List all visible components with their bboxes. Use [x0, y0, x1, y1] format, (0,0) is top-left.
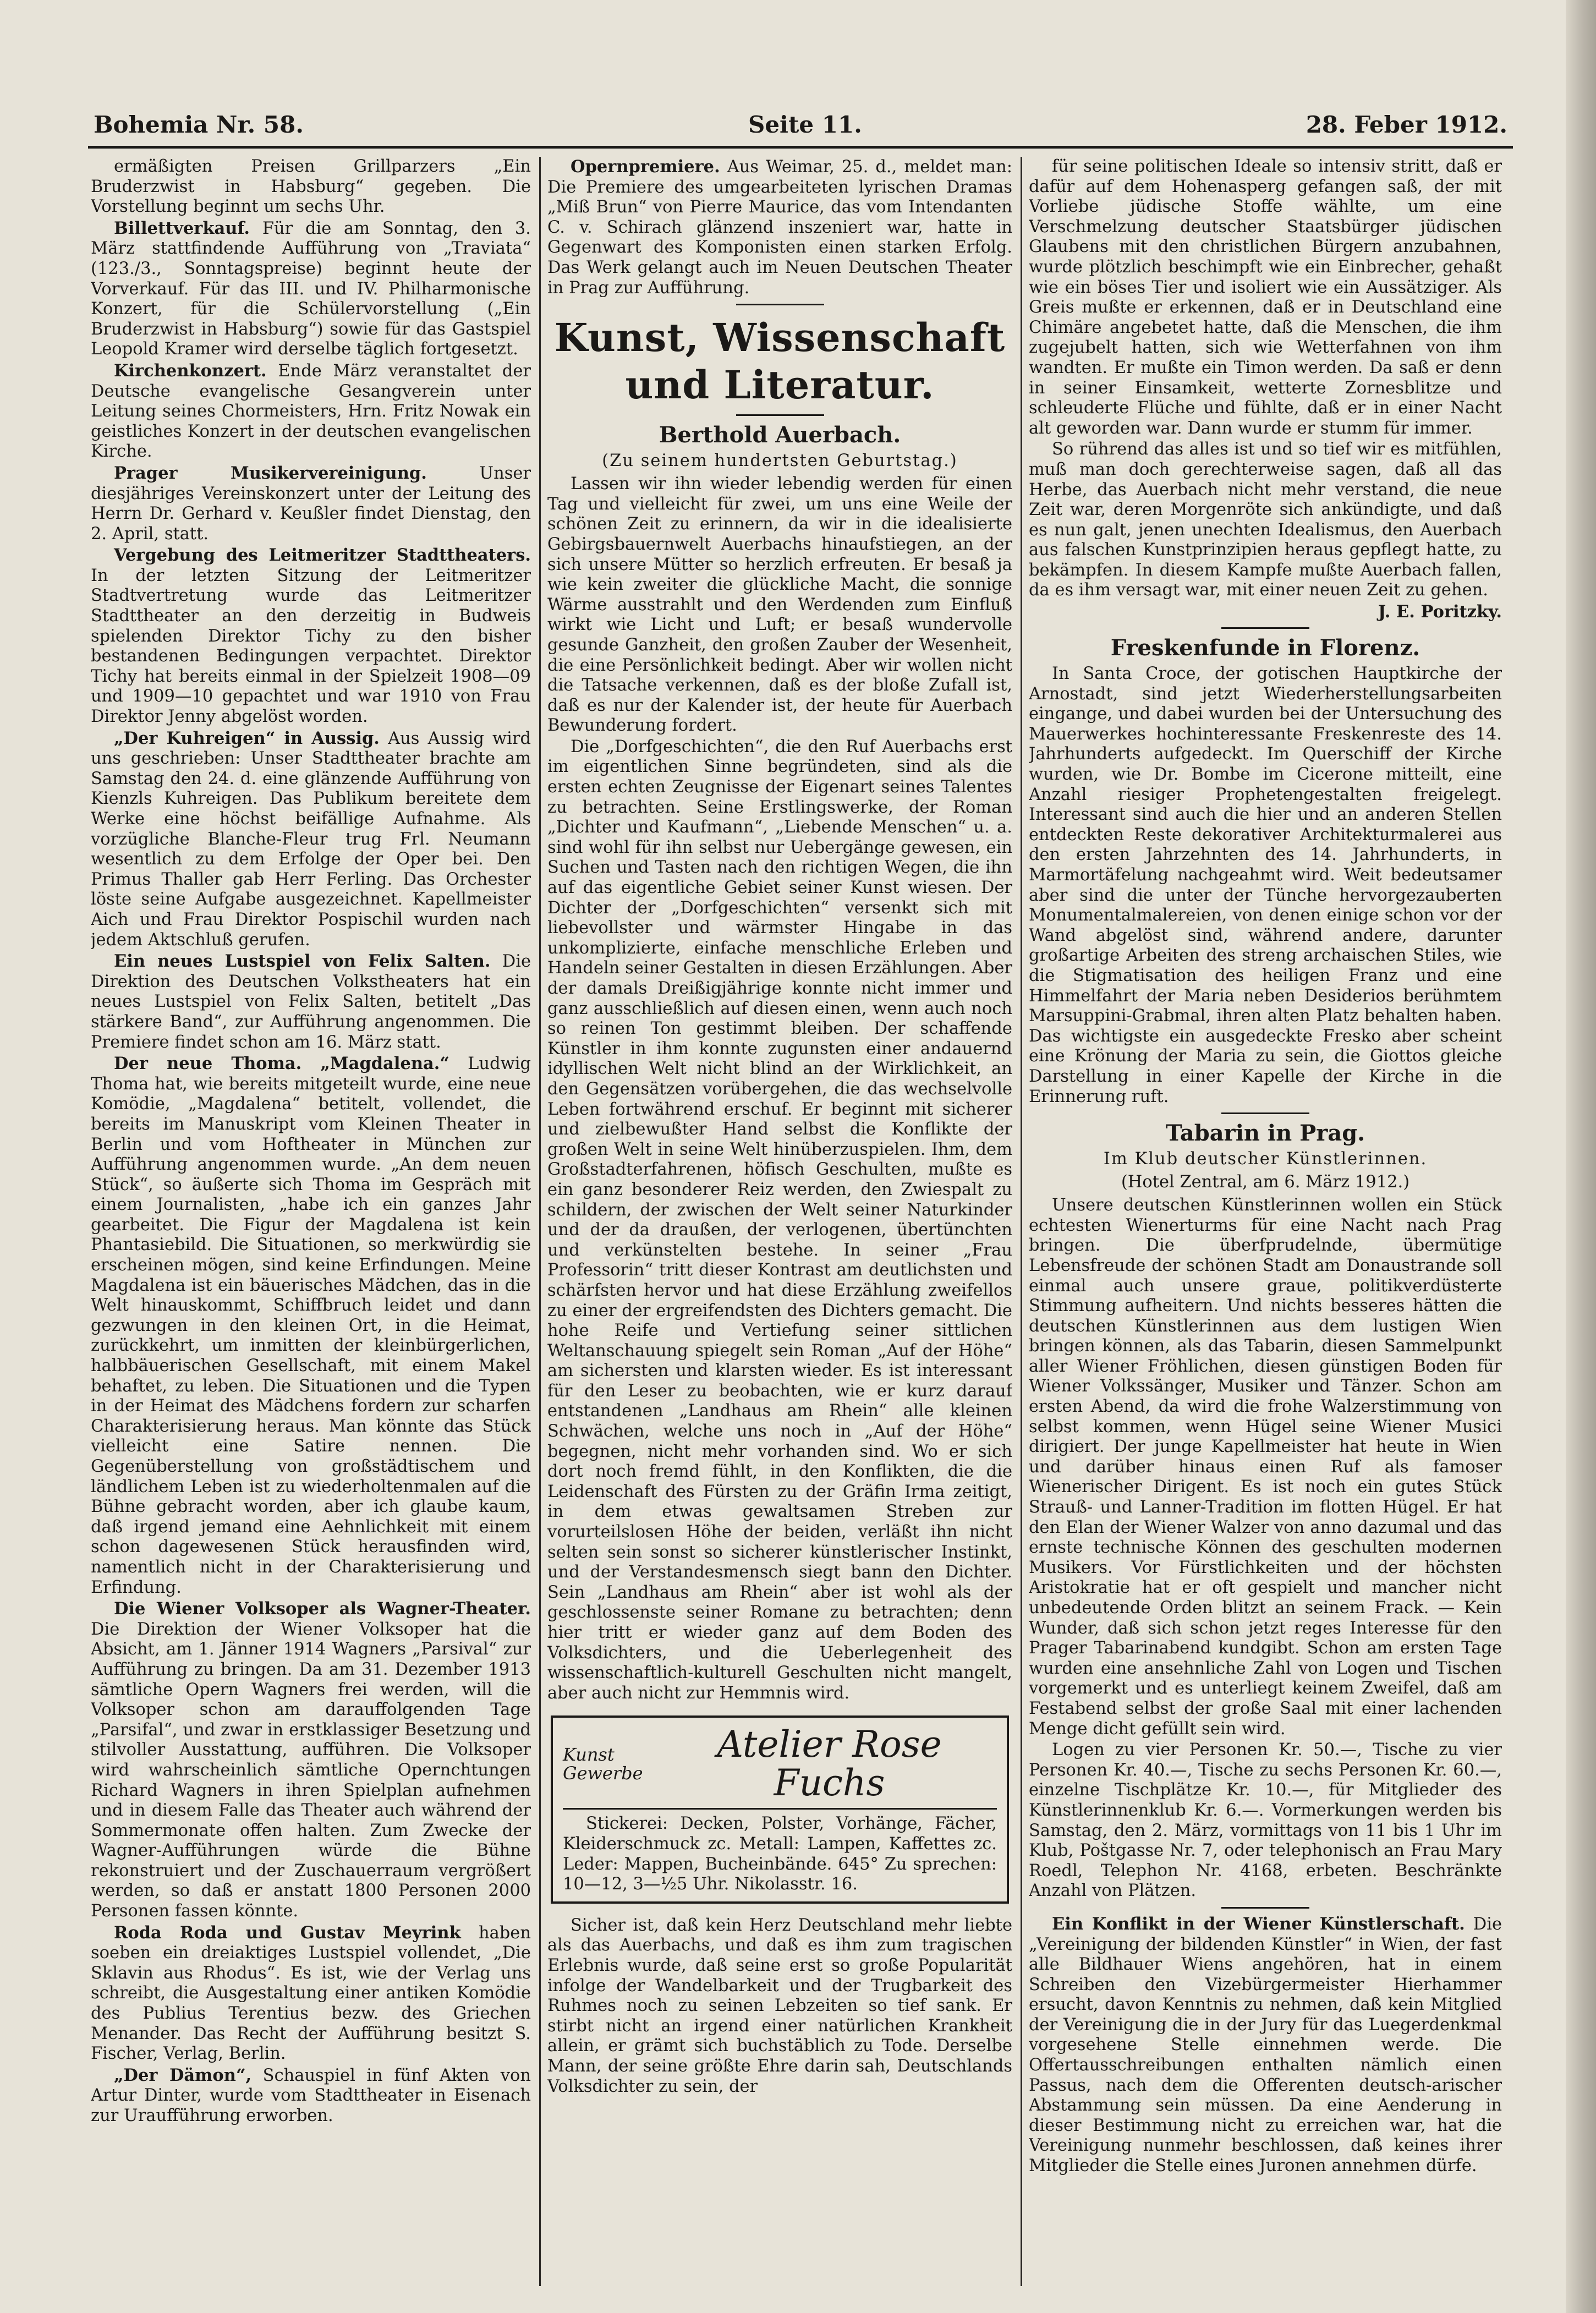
section-rule-2 [736, 414, 824, 416]
article-text: Ende März veranstaltet der Deutsche evangelische Gesangverein unter Leitung seines Chormeisters, Hrn. Fritz Nowak ein geistliches Konzert in der deutschen evangelischen Kirche. [91, 361, 531, 462]
col1-article [91, 728, 531, 951]
tabarin-title: Tabarin in Prag. [1165, 1120, 1365, 1147]
header-page-number: Seite 11. [748, 111, 862, 138]
article-lead: Billettverkauf. [114, 218, 250, 238]
column-divider-2 [1021, 157, 1022, 2286]
tabarin-paragraph-2: Logen zu vier Personen Kr. 50.—, Tische zu vier Personen Kr. 40.—, Tische zu sechs Personen Kr. 60.—, einzelne Tischplätze Kr. 10.—, für Mitglieder des Künstlerinnenklub Kr. 6.—. Vormerkungen werden bis Samstag, den 2. März, vormittags von 11 bis 1 Uhr im Klub, Poštgasse Nr. 7, oder telephonisch an Frau Mary Roedl, Telephon Nr. 4168, erbeten. Beschränkte Anzahl von Plätzen. [1029, 1740, 1502, 1901]
auerbach-paragraph-3: Sicher ist, daß kein Herz Deutschland mehr liebte als das Auerbachs, und daß es ihm zum tragischen Erlebnis wurde, daß seine erst so große Popularität infolge der Wandelbarkeit und der Trugbarkeit des Ruhmes noch zu seinen Lebzeiten so tief sank. Er stirbt nicht an irgend einer natürlichen Krankheit allein, er grämt sich buchstäblich zu Tode. Derselbe Mann, der seine größte Ehre darin sah, Deutschlands Volksdichter zu sein, der [547, 1915, 1012, 2096]
article-lead: Opernpremiere. [571, 157, 720, 177]
auerbach-paragraph-4: für seine politischen Ideale so intensiv stritt, daß er dafür auf dem Hohenasperg gefangen saß, der mit Vorliebe jüdische Stoffe wählte, um eine Verschmelzung deutscher Staatsbürger jüdischen Glaubens mit den christlichen Bürgern anzubahnen, wurde plötzlich beschimpft wie ein Einbrecher, gehaßt wie ein böses Tier und isoliert wie ein Aussätziger. Als Greis mußte er erkennen, daß er in Deutschland eine Chimäre angebetet hatte, daß die Menschen, die ihm zugejubelt hatten, sich wie Wetterfahnen von ihm wandten. Er mußte ein Timon werden. Da saß er denn in seiner Einsamkeit, wetterte Zornesblitze und schleuderte Flüche und fühlte, daß er in einer Nacht alt geworden war. Dann wurde er stumm für immer. [1029, 157, 1502, 438]
auerbach-paragraph-1: Lassen wir ihn wieder lebendig werden für einen Tag und vielleicht für zwei, um uns eine Weile der schönen Zeit zu erinnern, da wir in die idealisierte Gebirgsbauernwelt Auerbachs hinaufstiegen, an der sich unsere Mütter so herzlich erfreuten. Er besaß ja wie kein zweiter die glückliche Macht, die sonnige Wärme ausstrahlt und den Werdenden zum Einfluß wirkt wie Licht und Luft; er besaß wundervolle gesunde Ganzheit, den großen Zauber der Wesenheit, die eine Persönlichkeit bedingt. Aber wir wollen nicht die Tatsache verkennen, daß es der bloße Zufall ist, daß es nur der Kalender ist, der heute für Auerbach Bewunderung fordert. [547, 474, 1012, 736]
article-lead: Ein neues Lustspiel von Felix Salten. [114, 951, 491, 972]
col1-article [91, 361, 531, 462]
advertisement [551, 1715, 1009, 1903]
article-text: Aus Weimar, 25. d., meldet man: Die Premiere des umgearbeiteten lyrischen Dramas „Miß Brun“ von Pierre Maurice, das vom Intendanten C. v. Schirach glänzend inszeniert war, hatte in Gegenwart des Komponisten einen starken Erfolg. Das Werk gelangt auch im Neuen Deutschen Theater in Prag zur Aufführung. [547, 157, 1012, 298]
header-date: 28. Feber 1912. [1306, 111, 1507, 138]
section-heading: Kunst, Wissenschaft und Literatur. [554, 315, 1006, 408]
rule-konflikt [1221, 1907, 1309, 1909]
article-lead: Vergebung des Leitmeritzer Stadttheaters. [114, 545, 531, 566]
column-divider-1 [539, 157, 541, 2286]
opernpremiere-article [547, 157, 1012, 298]
article-text: In der letzten Sitzung der Leitmeritzer Stadtvertretung wurde das Leitmeritzer Stadttheater an den derzeitig in Budweis spielenden Direktor Tichy zu den bisher bestandenen Bedingungen verpachtet. Direktor Tichy hat bereits einmal in der Spielzeit 1908—09 und 1909—10 gepachtet und war 1910 von Frau Direktor Jenny abgelöst worden. [91, 566, 531, 727]
article-text: Die Direktion der Wiener Volksoper hat die Absicht, am 1. Jänner 1914 Wagners „Parsival“ zur Aufführung zu bringen. Da am 31. Dezember 1913 sämtliche Opern Wagners frei werden, will die Volksoper schon am darauffolgenden Tage „Parsifal“, und zwar in erstklassiger Besetzung und stilvoller Ausstattung, aufführen. Die Volksoper wird wahrscheinlich sämtliche Opernchtungen Richard Wagners in ihren Spielplan aufnehmen und in diesem Falle das Theater auch während der Sommermonate offen halten. Zum Zwecke der Wagner-Aufführungen würde die Bühne rekonstruiert und der Zuschauerraum vergrößert werden, so daß er anstatt 1800 Personen 2000 Personen fassen könnte. [91, 1619, 531, 1921]
col1-article [91, 218, 531, 360]
article-lead: „Der Kuhreigen“ in Aussig. [114, 728, 380, 748]
ad-logo [563, 1725, 997, 1810]
tabarin-paragraph-1: Unsere deutschen Künstlerinnen wollen ein Stück echtesten Wienerturms für eine Nacht nach Prag bringen. Die überfprudelnde, übermütige Lebensfreude der schönen Stadt am Donaustrande soll einmal auch unsere graue, politikverdüsterte Stimmung aufheitern. Und nichts besseres hätten die deutschen Künstlerinnen aus dem lustigen Wien bringen können, als das Tabarin, diesen Sammelpunkt aller Wiener Fröhlichen, diesen günstigen Boden für Wiener Volkssänger, Musiker und Tänzer. Schon am ersten Abend, da wird die frohe Walzerstimmung von selbst kommen, wenn Hügel seine Wiener Musici dirigiert. Der junge Kapellmeister hat heute in Wien und darüber hinaus einen Ruf als famoser Wienerischer Dirigent. Es ist noch ein gutes Stück Strauß- und Lanner-Tradition im flotten Hügel. Er hat den Elan der Wiener Walzer von anno dazumal und das ernste technische Können des geschulten modernen Musikers. Vor Fürstlichkeiten und der höchsten Aristokratie hat er oft gespielt und mancher nicht unbedeutende Orden blitzt an seinem Frack. — Kein Wunder, daß sich schon jetzt reges Interesse für den Prager Tabarinabend kundgibt. Schon am ersten Tage wurden eine ansehnliche Zahl von Logen und Tischen vorgemerkt und es unterliegt keinem Zweifel, daß am Festabend selbst der große Saal mit einer lachenden Menge dicht gefüllt sein wird. [1029, 1196, 1502, 1739]
col2_top-article [547, 157, 1012, 298]
article-text: Für die am Sonntag, den 3. März stattfindende Aufführung von „Traviata“ (123./3., Sonntagspreise) beginnt heute der Vorverkauf. Für das III. und IV. Philharmonische Konzert, für die Schülervorstellung („Ein Bruderzwist in Habsburg“) sowie für das Gastspiel Leopold Kramer wird derselbe täglich fortgesetzt. [91, 218, 531, 359]
auerbach-paragraph-2: Die „Dorfgeschichten“, die den Ruf Auerbachs erst im eigentlichen Sinne begründeten, sind als die ersten echten Zeugnisse der Eigenart seines Talentes zu betrachten. Seine Erstlingswerke, der Roman „Dichter und Kaufmann“, „Liebende Menschen“ u. a. sind wohl für ihn selbst nur Uebergänge gewesen, ein Suchen und Tasten nach den richtigen Wegen, die ihn auf das eigentliche Gebiet seiner Kunst wiesen. Der Dichter der „Dorfgeschichten“ versenkt sich mit liebevollster und wärmster Hingabe in das unkomplizierte, einfache menschliche Erleben und Handeln seiner Gestalten in diesen Erzählungen. Aber der damals Dreißigjährige konnte nicht immer und ganz ausschließlich auf diesen einen, wenn auch noch so reinen Ton gestimmt bleiben. Der schaffende Künstler in ihm konnte zugunsten einer andauernd idyllischen Welt nicht blind an der Wirklichkeit, an den Gegensätzen vorübergehen, die das wechselvolle Leben fortwährend erschuf. Er beginnt mit sicherer und zielbewußter Hand selbst die Konflikte der großen Welt in seine Welt hinüberzuspielen. Ihm, dem Großstadterfahrenen, höfisch Geschulten, mußte es ein ganz besonderer Reiz werden, den Zwiespalt zu schildern, der zwischen der Welt seiner Naturkinder und der da draußen, der verlogenen, übertünchten und verkünstelten bestehe. In seiner „Frau Professorin“ tritt dieser Kontrast am deutlichsten und schärfsten hervor und hat diese Erzählung zweifellos zu einer der ergreifendsten des Dichters gemacht. Die hohe Reife und Vertiefung seiner sittlichen Weltanschauung spiegelt sein Roman „Auf der Höhe“ am sichersten und klarsten wieder. Es ist interessant für den Leser zu beobachten, wie er kurz darauf entstandenen „Landhaus am Rhein“ alle kleinen Schwächen, welche uns noch in „Auf der Höhe“ begegnen, nicht mehr vorhanden sind. Wo er sich dort noch fremd fühlt, in den Konflikten, die die Leidenschaft des Fürsten zu der Gräfin Irma zeitigt, in dem etwas gewaltsamen Streben zur vorurteilslosen Höhe der beiden, verläßt ihn nicht selten sein sonst so sicherer künstlerischer Instinkt, und der Verstandesmensch siegt bann den Dichter. Sein „Landhaus am Rhein“ aber ist wohl als der geschlossenste seiner Romane zu betrachten; denn hier tritt er wieder ganz auf dem Boden des Volksdichters, und die Ueberlegenheit des wissenschaftlich-kulturell Geschulten nicht mangelt, aber auch nicht zur Hemmnis wird. [547, 737, 1012, 1703]
article-text: Ludwig Thoma hat, wie bereits mitgeteilt wurde, eine neue Komödie, „Magdalena“ betitelt, vollendet, die bereits im Manuskript vom Kleinen Theater in Berlin und vom Hoftheater in München zur Aufführung angenommen wurde. „An dem neuen Stück“, so äußerte sich Thoma im Gespräch mit einem Journalisten, „habe ich ein ganzes Jahr gearbeitet. Die Figur der Magdalena ist kein Phantasiebild. Die Situationen, so merkwürdig sie erscheinen mögen, sind keine Erfindungen. Meine Magdalena ist ein bäuerisches Mädchen, das in die Welt hinauskommt, Schiffbruch leidet und dann gezwungen in den kleinen Ort, in die Heimat, zurückkehrt, um inmitten der kleinbürgerlichen, halbbäuerischen Gesellschaft, mit einem Makel behaftet, zu leben. Die Situationen und die Typen in der Heimat des Mädchens fordern zur scharfen Charakterisierung heraus. Man könnte das Stück vielleicht eine Satire nennen. Die Gegenüberstellung von großstädtischem und ländlichem Leben ist zu wiederholtenmalen auf die Bühne gebracht worden, aber ich glaube kaum, daß irgend jemand eine Aehnlichkeit mit einem schon dagewesenen Stück herausfinden wird, namentlich nicht in der Charakterisierung und Erfindung. [91, 1054, 531, 1597]
article-text: Unser diesjähriges Vereinskonzert unter der Leitung des Herrn Dr. Gerhard v. Keußler findet Dienstag, den 2. April, statt. [91, 463, 531, 544]
col1-article [91, 1599, 531, 1922]
article-text: ermäßigten Preisen Grillparzers „Ein Bruderzwist in Habsburg“ gegeben. Die Vorstellung beginnt um sechs Uhr. [91, 157, 531, 217]
auerbach-signature: J. E. Poritzky. [1378, 602, 1502, 622]
auerbach-paragraph-5: So rührend das alles ist und so tief wir es mitfühlen, muß man doch gerechterweise sagen, daß all das Herbe, das Auerbach nicht mehr verstand, die neue Zeit war, deren Morgenröte sich ankündigte, und daß es nun galt, jenen unechten Idealismus, den Auerbach aus falschen Kunstprinzipien heraus gepflegt hatte, zu bekämpfen. In diesem Kampfe mußte Auerbach fallen, da es ihm versagt war, mit einer neuen Zeit zu gehen. [1029, 440, 1502, 600]
rule-fresken [1221, 627, 1309, 629]
col1-article [91, 545, 531, 727]
article-lead: Kirchenkonzert. [114, 360, 267, 381]
col1-article [91, 951, 531, 1053]
column-3 [1029, 157, 1502, 2289]
col1-article [91, 157, 531, 217]
article-text: Schauspiel in fünf Akten von Artur Dinter, wurde vom Stadttheater in Eisenach zur Uraufführung erworben. [91, 2065, 531, 2125]
tabarin-subtitle: Im Klub deutscher Künstlerinnen. [1103, 1149, 1428, 1169]
col1-article [91, 463, 531, 544]
header-issue: Bohemia Nr. 58. [94, 111, 304, 138]
auerbach-title: Berthold Auerbach. [659, 422, 901, 448]
ad-text: Stickerei: Decken, Polster, Vorhänge, Fächer, Kleiderschmuck zc. Metall: Lampen, Kaffettes zc. Leder: Mappen, Bucheinbände. 645° Zu sprechen: 10—12, 3—½5 Uhr. Nikolasstr. 16. [563, 1814, 997, 1894]
article-text: haben soeben ein dreiaktiges Lustspiel vollendet, „Die Sklavin aus Rhodus“. Es ist, wie der Verlag uns schreibt, die Ausgestaltung einer antiken Komödie des Publius Terentius bezw. des Griechen Menander. Das Recht der Aufführung besitzt S. Fischer, Verlag, Berlin. [91, 1923, 531, 2064]
column-2 [547, 157, 1012, 2289]
page-fold-edge [1566, 0, 1596, 2313]
konflikt-text: Die „Vereinigung der bildenden Künstler“ in Wien, der fast alle Bildhauer Wiens angehören, hat in einem Schreiben den Vizebürgermeister Hierhammer ersucht, davon Kenntnis zu nehmen, daß kein Mitglied der Vereinigung die in der Jury für das Luegerdenkmal vorgesehene Stelle einnehmen werde. Die Offertausschreibungen enthalten nämlich einen Passus, nach dem die Offerenten deutsch-arischer Abstammung sein müssen. Da eine Aenderung in dieser Bestimmung nicht zu erreichen war, hat die Vereinigung nunmehr beschlossen, daß keines ihrer Mitglieder die Stelle eines Juronen annehmen dürfe. [1029, 1914, 1502, 2176]
col1-article [91, 1923, 531, 2064]
col1-article [91, 1054, 531, 1598]
article-lead: Die Wiener Volksoper als Wagner-Theater. [114, 1599, 531, 1619]
tabarin-subline: (Hotel Zentral, am 6. März 1912.) [1121, 1172, 1410, 1192]
fresken-text: In Santa Croce, der gotischen Hauptkirche der Arnostadt, sind jetzt Wiederherstellungsarbeiten eingange, und dabei wurden bei der Untersuchung des Mauerwerkes hochinteressante Freskenreste des 14. Jahrhunderts aufgedeckt. Im Querschiff der Kirche wurden, wie Dr. Bombe im Cicerone mitteilt, eine Anzahl riesiger Prophetengestalten freigelegt. Interessant sind auch die hier und an anderen Stellen entdeckten Reste dekorativer Architekturmalerei aus den ersten Jahrzehnten des 14. Jahrhunderts, in Marmortäfelung nachgeahmt wird. Weit bedeutsamer aber sind die unter der Tünche hervorgezauberten Monumentalmalereien, von denen einige schon vor der Wand abgelöst sind, während andere, darunter großartige Arbeiten des streng archaischen Stiles, wie die Stigmatisation des heiligen Franz und eine Himmelfahrt der Maria neben Desiderios berühmtem Marsuppini-Grabmal, ihren alten Platz behalten haben. Das wichtigste ein ausgedeckte Fresko aber scheint eine Krönung der Maria zu sein, die Giottos gleiche Darstellung in einer Kapelle der Kirche in die Erinnerung ruft. [1029, 664, 1502, 1106]
header-rule [88, 146, 1513, 149]
article-lead: Der neue Thoma. „Magdalena.“ [114, 1054, 449, 1074]
article-lead: Prager Musikervereinigung. [114, 463, 427, 483]
article-lead: Roda Roda und Gustav Meyrink [114, 1922, 461, 1943]
column-1 [91, 157, 531, 2289]
rule-tabarin [1221, 1112, 1309, 1114]
konflikt-lead: Ein Konflikt in der Wiener Künstlerschaft. [1052, 1914, 1465, 1934]
col1-article [91, 2065, 531, 2126]
article-text: Aus Aussig wird uns geschrieben: Unser Stadttheater brachte am Samstag den 24. d. eine glänzende Aufführung von Kienzls Kuhreigen. Das Publikum bereitete dem Werke eine höchst beifällige Aufnahme. Als vorzügliche Blanche-Fleur trug Frl. Neumann wesentlich zu dem Erfolge der Oper bei. Den Primus Thaller gab Herr Ferling. Das Orchester löste seine Aufgabe ausgezeichnet. Kapellmeister Aich und Frau Direktor Pospischil wurden nach jedem Aktschluß gerufen. [91, 728, 531, 950]
fresken-title: Freskenfunde in Florenz. [1110, 635, 1421, 661]
auerbach-subtitle: (Zu seinem hundertsten Geburtstag.) [602, 451, 958, 471]
ad-logo-right: Atelier Rose Fuchs [717, 1723, 942, 1805]
section-rule [736, 304, 824, 305]
page-header [88, 106, 1513, 144]
konflikt-article [1029, 1914, 1502, 2177]
article-text: Die Direktion des Deutschen Volkstheaters hat ein neues Lustspiel von Felix Salten, betitelt „Das stärkere Band“, zur Aufführung angenommen. Die Premiere findet schon am 16. März statt. [91, 952, 531, 1052]
ad-logo-left: Kunst Gewerbe [563, 1744, 643, 1784]
article-lead: „Der Dämon“, [114, 2065, 252, 2085]
